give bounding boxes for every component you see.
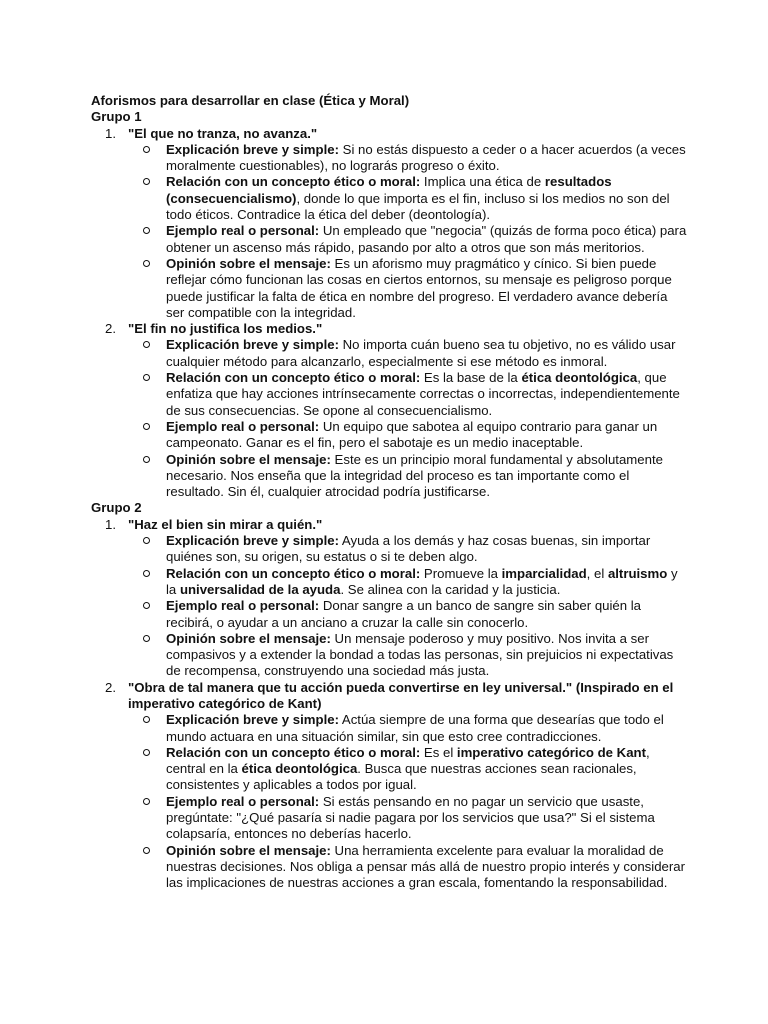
point-text: Es el — [420, 744, 457, 760]
point-item — [128, 598, 688, 631]
point-item — [128, 452, 688, 501]
point-text: Actúa siempre de una forma que desearías que todo el mundo actuara en una situación similar, sin que esto cree contradicciones. — [166, 712, 664, 744]
point-text: Es la base de la — [420, 370, 522, 386]
hollow-circle-bullet-icon — [143, 227, 150, 234]
point-list — [128, 712, 688, 891]
point-item — [128, 256, 688, 321]
point-item — [128, 337, 688, 370]
aphorism-number: 1. — [105, 516, 116, 532]
aphorism-list — [91, 126, 688, 501]
point-label: Relación con un concepto ético o moral: — [166, 370, 421, 386]
hollow-circle-bullet-icon — [143, 570, 150, 577]
point-item — [128, 566, 688, 599]
point-item — [128, 533, 688, 566]
point-list — [128, 337, 688, 500]
aphorism-item — [91, 680, 688, 892]
point-text-bold: ética deontológica — [241, 761, 358, 777]
point-item — [128, 174, 688, 223]
aphorism-number: 2. — [105, 679, 116, 695]
point-label: Ejemplo real o personal: — [166, 223, 320, 239]
aphorism-title: "El fin no justifica los medios." — [128, 321, 323, 337]
point-item — [128, 745, 688, 794]
point-text: . Se alinea con la caridad y la justicia. — [340, 581, 561, 597]
point-label: Opinión sobre el mensaje: — [166, 255, 331, 271]
hollow-circle-bullet-icon — [143, 635, 150, 642]
point-text: . Busca que nuestras acciones sean racionales, consistentes y aplicables a todos por igual. — [166, 761, 637, 793]
aphorism-number: 1. — [105, 125, 116, 141]
hollow-circle-bullet-icon — [143, 847, 150, 854]
aphorism-item — [91, 126, 688, 322]
point-label: Relación con un concepto ético o moral: — [166, 174, 421, 190]
hollow-circle-bullet-icon — [143, 798, 150, 805]
point-item — [128, 843, 688, 892]
point-list — [128, 533, 688, 680]
point-label: Relación con un concepto ético o moral: — [166, 744, 421, 760]
group-heading: Grupo 1 — [91, 109, 142, 125]
aphorism-title: "El que no tranza, no avanza." — [128, 125, 318, 141]
hollow-circle-bullet-icon — [143, 146, 150, 153]
point-item — [128, 370, 688, 419]
point-list — [128, 142, 688, 321]
aphorism-item — [91, 517, 688, 680]
point-text: Una herramienta excelente para evaluar la moralidad de nuestras decisiones. Nos obliga a pensar más allá de nuestro propio interés y considerar las implicaciones de nuestras acciones a gran escala, fomentando la responsabilidad. — [166, 842, 685, 891]
point-text: y la — [166, 565, 678, 597]
point-text-bold: imparcialidad — [501, 565, 587, 581]
point-label: Ejemplo real o personal: — [166, 418, 320, 434]
hollow-circle-bullet-icon — [143, 374, 150, 381]
point-item — [128, 794, 688, 843]
document-title: Aforismos para desarrollar en clase (Ética y Moral) — [91, 93, 410, 108]
aphorism-number: 2. — [105, 321, 116, 337]
point-text-bold: ética deontológica — [521, 370, 638, 386]
aphorism-title: "Obra de tal manera que tu acción pueda convertirse en ley universal." (Inspirado en el imperativo categórico de Kant) — [128, 679, 674, 711]
aphorism-list — [91, 517, 688, 892]
point-text: Es un aforismo muy pragmático y cínico. Si bien puede reflejar cómo funcionan las cosas en ciertos entornos, su mensaje es peligroso porque puede justificar la falta de ética en nombre del progreso. El verdadero avance debería ser compatible con la integridad. — [166, 255, 672, 320]
hollow-circle-bullet-icon — [143, 602, 150, 609]
point-item — [128, 712, 688, 745]
point-text: Ayuda a los demás y haz cosas buenas, sin importar quiénes son, su origen, su estatus o si te deben algo. — [166, 533, 651, 565]
point-text: Donar sangre a un banco de sangre sin saber quién la recibirá, o ayudar a un anciano a cruzar la calle sin conocerlo. — [166, 598, 642, 630]
point-label: Explicación breve y simple: — [166, 141, 339, 157]
point-item — [128, 142, 688, 175]
point-text: , donde lo que importa es el fin, incluso si los medios no son del todo éticos. Contradice la ética del deber (deontología). — [166, 190, 670, 223]
point-text-bold: imperativo categórico de Kant — [456, 744, 646, 760]
point-text: , central en la — [166, 744, 650, 777]
point-label: Opinión sobre el mensaje: — [166, 451, 331, 467]
hollow-circle-bullet-icon — [143, 537, 150, 544]
hollow-circle-bullet-icon — [143, 341, 150, 348]
hollow-circle-bullet-icon — [143, 178, 150, 185]
point-text: Un mensaje poderoso y muy positivo. Nos invita a ser compasivos y a extender la bondad a todas las personas, sin prejuicios ni expectativas de recompensa, construyendo una sociedad más justa. — [166, 630, 674, 679]
point-label: Opinión sobre el mensaje: — [166, 630, 331, 646]
point-text: Promueve la — [420, 565, 502, 581]
point-label: Ejemplo real o personal: — [166, 793, 320, 809]
point-label: Ejemplo real o personal: — [166, 598, 320, 614]
point-text-bold: altruismo — [607, 565, 668, 581]
point-text-bold: universalidad de la ayuda — [179, 581, 341, 597]
point-text: Un equipo que sabotea al equipo contrario para ganar un campeonato. Ganar es el fin, pero el sabotaje es un medio inaceptable. — [166, 418, 658, 451]
hollow-circle-bullet-icon — [143, 749, 150, 756]
point-label: Explicación breve y simple: — [166, 712, 339, 728]
groups-container — [91, 109, 688, 891]
point-text: , que enfatiza que hay acciones intrínsecamente correctas o incorrectas, independientemente de sus consecuencias. Se opone al consecuencialismo. — [166, 370, 680, 418]
point-text: , el — [586, 565, 608, 581]
point-text: Si no estás dispuesto a ceder o a hacer acuerdos (a veces moralmente cuestionables), no lograrás progreso o éxito. — [166, 141, 686, 174]
hollow-circle-bullet-icon — [143, 716, 150, 723]
point-text-bold: resultados (consecuencialismo) — [166, 174, 612, 206]
hollow-circle-bullet-icon — [143, 423, 150, 430]
point-label: Relación con un concepto ético o moral: — [166, 565, 421, 581]
aphorism-item — [91, 321, 688, 500]
point-item — [128, 631, 688, 680]
aphorism-title: "Haz el bien sin mirar a quién." — [128, 516, 323, 532]
point-label: Opinión sobre el mensaje: — [166, 842, 331, 858]
point-text: Este es un principio moral fundamental y absolutamente necesario. Nos enseña que la integridad del proceso es tan importante como el resultado. Sin él, cualquier atrocidad podría justificarse. — [166, 451, 663, 500]
point-label: Explicación breve y simple: — [166, 337, 339, 353]
point-text: Si estás pensando en no pagar un servicio que usaste, pregúntate: "¿Qué pasaría si nadie pagara por los servicios que usa?" Si el sistema colapsaría, entonces no deberías hacerlo. — [166, 793, 655, 842]
point-item — [128, 223, 688, 256]
point-label: Explicación breve y simple: — [166, 533, 339, 549]
point-text: Un empleado que "negocia" (quizás de forma poco ética) para obtener un ascenso más rápido, pasando por alto a otros que son más meritorios. — [166, 223, 687, 255]
point-text: Implica una ética de — [420, 174, 545, 190]
point-text: No importa cuán bueno sea tu objetivo, no es válido usar cualquier método para alcanzarlo, especialmente si ese método es inmoral. — [166, 337, 676, 369]
hollow-circle-bullet-icon — [143, 260, 150, 267]
group-heading: Grupo 2 — [91, 500, 142, 516]
point-item — [128, 419, 688, 452]
hollow-circle-bullet-icon — [143, 456, 150, 463]
